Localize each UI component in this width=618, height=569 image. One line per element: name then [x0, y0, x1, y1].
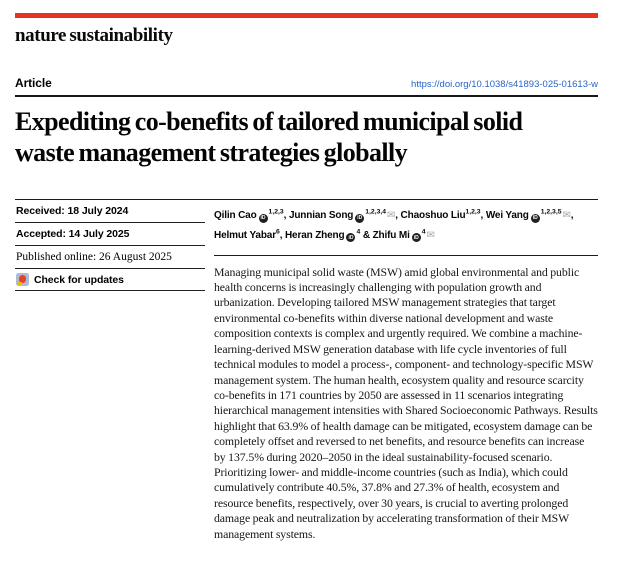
check-for-updates-button[interactable]	[15, 269, 205, 291]
received-date: Received: 18 July 2024	[15, 200, 205, 223]
author-separator: ,	[570, 210, 574, 222]
author-name: Qilin Cao	[214, 210, 257, 222]
author-separator: &	[360, 229, 373, 241]
orcid-icon[interactable]	[355, 214, 364, 223]
abstract-text: Managing municipal solid waste (MSW) amid global environmental and public health concerns is increasingly challenging with population growth and urbanization. Developing tailored MSW management strategies that target environmental co-benefits within diverse national development and waste composition contexts is complex and urgently required. We combine a machine-learning-derived MSW generation database with life cycle inventories of full technical modules to model a process-, component- and technology-specific MSW management system. The human health, ecosystem quality and resource scarcity co-benefits in 171 countries by 2050 are assessed in 11 scenarios integrating hierarchical management intensities with Shared Socioeconomic Pathways. Results highlight that 63.9% of health damage can be mitigated, ecosystem damage can be completely offset and reversed to net benefits, and resource benefits can increase by 137.5% during 2020–2050 in the ideal sustainability-focused scenario. Prioritizing lower- and middle-income countries (such as India), which could cumulatively contribute 40.5%, 37.8% and 27.3% of health, ecosystem and resource benefits, respectively, over 30 years, is crucial to averting prolonged damage peak and neutralization by accelerating transformation of their MSW management systems.	[214, 264, 598, 541]
author-name: Chaoshuo Liu	[400, 210, 466, 222]
orcid-icon[interactable]	[346, 233, 355, 242]
author	[486, 210, 574, 221]
article-header-row	[15, 76, 598, 90]
author-name: Wei Yang	[485, 210, 529, 222]
author	[285, 230, 373, 241]
article-title: Expediting co-benefits of tailored municipal solid waste management strategies globally	[15, 107, 523, 167]
author-affiliations: 1,2,3,5	[540, 209, 562, 216]
author	[373, 230, 435, 241]
author-affiliations: 4	[421, 228, 426, 236]
author-name: Heran Zheng	[284, 229, 345, 241]
header-divider	[15, 95, 598, 97]
author-affiliations: 6	[275, 228, 280, 236]
email-icon[interactable]	[426, 230, 434, 241]
email-icon[interactable]	[563, 210, 571, 221]
author-separator: ,	[279, 229, 285, 241]
author-affiliations: 1,2,3	[268, 209, 284, 216]
authors-divider	[214, 255, 598, 256]
author-list	[214, 200, 598, 244]
author-separator: ,	[480, 210, 486, 222]
author	[214, 230, 285, 241]
article-body	[15, 200, 598, 542]
orcid-icon[interactable]	[531, 214, 540, 223]
author-affiliations: 4	[356, 228, 361, 236]
orcid-icon[interactable]	[412, 233, 421, 242]
author-name: Helmut Yabar	[214, 229, 276, 241]
author-name: Zhifu Mi	[372, 229, 410, 241]
crossmark-icon	[16, 273, 29, 286]
published-date: Published online: 26 August 2025	[15, 246, 205, 269]
article-info-panel	[15, 200, 205, 291]
author-separator: ,	[395, 210, 401, 222]
brand-bar	[15, 13, 598, 18]
orcid-icon[interactable]	[259, 214, 268, 223]
doi-link[interactable]: https://doi.org/10.1038/s41893-025-01613-w	[411, 79, 598, 90]
author	[401, 210, 486, 221]
author-affiliations: 1,2,3	[465, 209, 481, 216]
check-for-updates-label: Check for updates	[34, 273, 124, 286]
author-name: Junnian Song	[288, 210, 354, 222]
main-column	[214, 200, 598, 542]
author	[214, 210, 289, 221]
author	[289, 210, 401, 221]
article-type-label: Article	[15, 76, 52, 90]
journal-name: nature sustainability	[15, 25, 173, 46]
author-separator: ,	[283, 210, 289, 222]
author-affiliations: 1,2,3,4	[365, 209, 387, 216]
accepted-date: Accepted: 14 July 2025	[15, 223, 205, 246]
